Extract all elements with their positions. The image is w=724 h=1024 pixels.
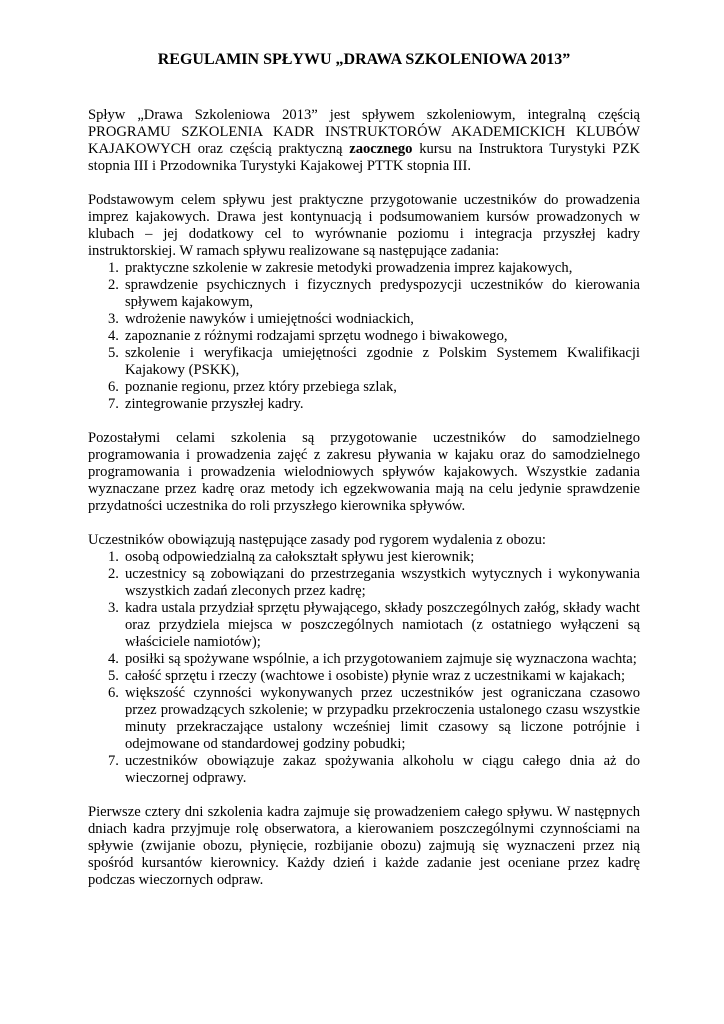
list-item (88, 600, 640, 651)
list-item (88, 753, 640, 787)
list-number: 7. (108, 396, 119, 412)
list-number: 6. (108, 379, 119, 395)
list-item-text: osobą odpowiedzialną za całokształt spływu jest kierownik; (125, 549, 475, 565)
page-title: REGULAMIN SPŁYWU „DRAWA SZKOLENIOWA 2013” (157, 51, 571, 68)
list-item (88, 260, 640, 277)
goals-list (88, 260, 640, 413)
goals-paragraph: Podstawowym celem spływu jest praktyczne przygotowanie uczestników do prowadzenia imprez kajakowych. Drawa jest kontynuacją i podsumowaniem kursów prowadzonych w klubach – jej dodatkowy cel to wyrównanie poziomu i integracja przyszłej kadry instruktorskiej. W ramach spływu realizowane są następujące zadania: (88, 192, 640, 259)
list-item (88, 345, 640, 379)
list-item-text: uczestnicy są zobowiązani do przestrzegania wszystkich wytycznych i wykonywania wszystkich zadań zleconych przez kadrę; (125, 566, 640, 599)
list-item (88, 549, 640, 566)
closing-paragraph: Pierwsze cztery dni szkolenia kadra zajmuje się prowadzeniem całego spływu. W następnych dniach kadra przyjmuje rolę obserwatora, a kierowaniem poszczególnymi czynnościami na spływie (zwijanie obozu, płynięcie, rozbijanie obozu) zajmują się wyznaczeni przez nią spośród kursantów kierownicy. Każdy dzień i każde zadanie jest oceniane przez kadrę podczas wieczornych odpraw. (88, 804, 640, 888)
list-number: 4. (108, 651, 119, 667)
list-number: 7. (108, 753, 119, 769)
list-item (88, 566, 640, 600)
list-item (88, 328, 640, 345)
list-number: 3. (108, 311, 119, 327)
list-item (88, 396, 640, 413)
list-item-text: uczestników obowiązuje zakaz spożywania alkoholu w ciągu całego dnia aż do wieczornej odprawy. (125, 753, 640, 786)
list-item-text: sprawdzenie psychicznych i fizycznych predyspozycji uczestników do kierowania spływem kajakowym, (125, 277, 640, 310)
list-item (88, 651, 640, 668)
list-item-text: całość sprzętu i rzeczy (wachtowe i osobiste) płynie wraz z uczestnikami w kajakach; (125, 668, 626, 684)
list-number: 5. (108, 668, 119, 684)
rules-paragraph: Uczestników obowiązują następujące zasady pod rygorem wydalenia z obozu: (88, 532, 546, 548)
document-page (88, 50, 640, 889)
list-item (88, 685, 640, 753)
list-item-text: posiłki są spożywane wspólnie, a ich przygotowaniem zajmuje się wyznaczona wachta; (125, 651, 637, 667)
list-item (88, 668, 640, 685)
list-number: 3. (108, 600, 119, 616)
list-item-text: poznanie regionu, przez który przebiega szlak, (125, 379, 397, 395)
list-item-text: szkolenie i weryfikacja umiejętności zgodnie z Polskim Systemem Kwalifikacji Kajakowy (PSKK), (125, 345, 640, 378)
intro-bold-word: zaocznego (349, 141, 413, 157)
list-number: 2. (108, 566, 119, 582)
list-number: 4. (108, 328, 119, 344)
other-goals-paragraph: Pozostałymi celami szkolenia są przygotowanie uczestników do samodzielnego programowania i prowadzenia zajęć z zakresu pływania w kajaku oraz do samodzielnego programowania i prowadzenia wielodniowych spływów kajakowych. Wszystkie zadania wyznaczane przez kadrę oraz metody ich egzekwowania mają na celu jedynie sprawdzenie przydatności uczestnika do roli przyszłego kierownika spływów. (88, 430, 640, 514)
list-item-text: wdrożenie nawyków i umiejętności wodniackich, (125, 311, 414, 327)
intro-text-end: kursu na Instruktora Turystyki PZK stopnia III i Przodownika Turystyki Kajakowej PTTK stopnia III. (88, 141, 640, 174)
list-number: 2. (108, 277, 119, 293)
list-item (88, 277, 640, 311)
list-item-text: większość czynności wykonywanych przez uczestników jest ograniczana czasowo przez prowadzących szkolenie; w przypadku przekroczenia ustalonego czasu wszystkie minuty przekraczające ustalony wcześniej limit czasowy są liczone potrójnie i odejmowane od standardowej godziny pobudki; (125, 685, 640, 752)
intro-paragraph (88, 107, 640, 175)
list-number: 1. (108, 260, 119, 276)
list-item (88, 311, 640, 328)
list-number: 6. (108, 685, 119, 701)
list-number: 5. (108, 345, 119, 361)
list-item-text: kadra ustala przydział sprzętu pływającego, składy poszczególnych załóg, składy wacht oraz przydziela miejsca w poszczególnych namiotach (z ostatniego wyłączeni są właściciele namiotów); (125, 600, 640, 650)
intro-text-start: Spływ „Drawa Szkoleniowa 2013” jest spływem szkoleniowym, integralną częścią PROGRAMU SZKOLENIA KADR INSTRUKTORÓW AKADEMICKICH KLUBÓW KAJAKOWYCH oraz częścią praktyczną (88, 107, 640, 157)
list-item-text: praktyczne szkolenie w zakresie metodyki prowadzenia imprez kajakowych, (125, 260, 573, 276)
rules-list (88, 549, 640, 787)
list-item-text: zapoznanie z różnymi rodzajami sprzętu wodnego i biwakowego, (125, 328, 508, 344)
list-item-text: zintegrowanie przyszłej kadry. (125, 396, 304, 412)
list-item (88, 379, 640, 396)
list-number: 1. (108, 549, 119, 565)
